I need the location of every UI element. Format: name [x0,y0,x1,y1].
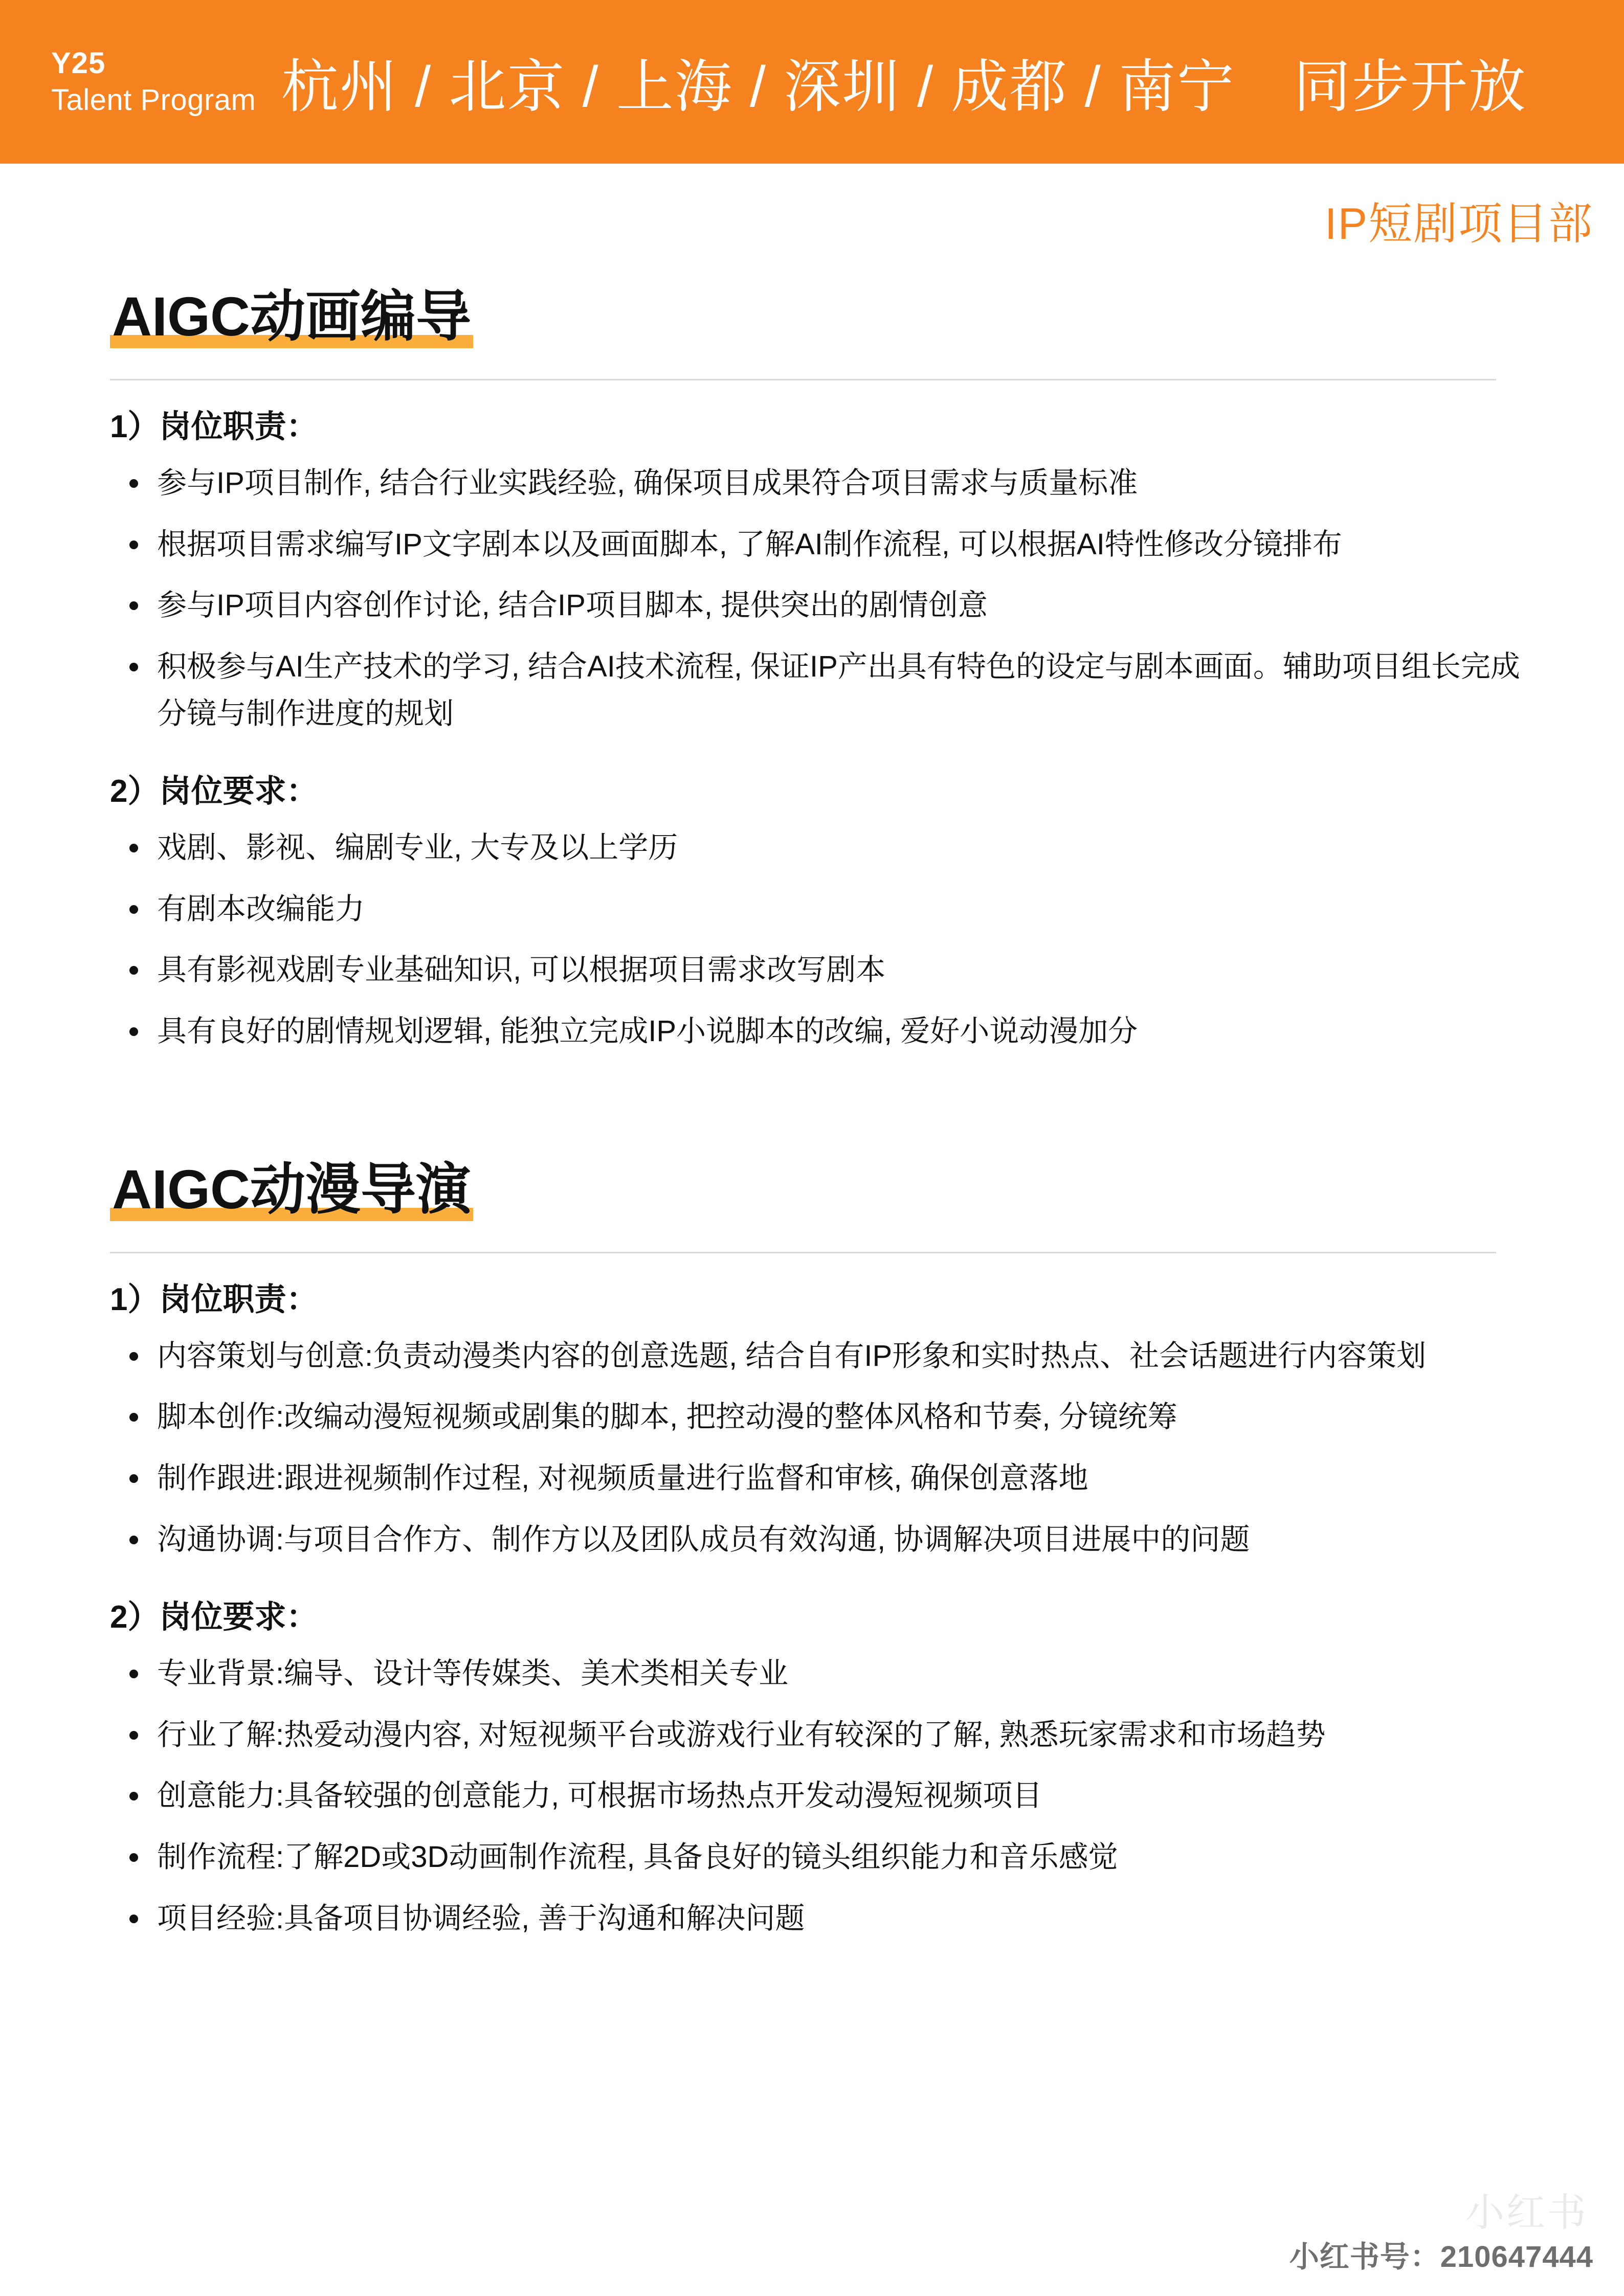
list-item: 制作流程:了解2D或3D动画制作流程, 具备良好的镜头组织能力和音乐感觉 [110,1834,1547,1881]
divider [110,1252,1496,1253]
list-item: 内容策划与创意:负责动漫类内容的创意选题, 结合自有IP形象和实时热点、社会话题进行内容策划 [110,1333,1547,1380]
list-item: 创意能力:具备较强的创意能力, 可根据市场热点开发动漫短视频项目 [110,1772,1547,1819]
list-item: 沟通协调:与项目合作方、制作方以及团队成员有效沟通, 协调解决项目进展中的问题 [110,1516,1547,1563]
brand-block [51,45,276,119]
section-heading: 2）岗位要求： [110,774,318,809]
department-row [0,164,1624,252]
watermark-faint: 小红书 [1465,2191,1588,2235]
job-title: AIGC动画编导 [112,285,472,347]
list-item: 具有良好的剧情规划逻辑, 能独立完成IP小说脚本的改编, 爱好小说动漫加分 [110,1008,1547,1055]
list-item: 根据项目需求编写IP文字剧本以及画面脚本, 了解AI制作流程, 可以根据AI特性修改分镜排布 [110,521,1547,568]
list-item: 行业了解:热爱动漫内容, 对短视频平台或游戏行业有较深的了解, 熟悉玩家需求和市场趋势 [110,1712,1547,1759]
list-item: 积极参与AI生产技术的学习, 结合AI技术流程, 保证IP产出具有特色的设定与剧本画面。辅助项目组长完成分镜与制作进度的规划 [110,643,1547,737]
responsibilities-list [110,460,1547,737]
job-listing-content [0,252,1624,1942]
list-item: 脚本创作:改编动漫短视频或剧集的脚本, 把控动漫的整体风格和节奏, 分镜统筹 [110,1393,1547,1440]
brand-line-1: Y25 [51,46,106,80]
watermark-account: 小红书号：210647444 [1289,2240,1593,2274]
header-cities-text: 杭州 / 北京 / 上海 / 深圳 / 成都 / 南宁 同步开放 [281,54,1527,119]
divider [110,379,1496,380]
list-item: 项目经验:具备项目协调经验, 善于沟通和解决问题 [110,1895,1547,1942]
job-block [110,272,1547,1055]
list-item: 参与IP项目内容创作讨论, 结合IP项目脚本, 提供突出的剧情创意 [110,582,1547,629]
requirements-list [110,824,1547,1055]
section-heading: 2）岗位要求： [110,1600,318,1635]
list-item: 制作跟进:跟进视频制作过程, 对视频质量进行监督和审核, 确保创意落地 [110,1455,1547,1502]
responsibilities-list [110,1333,1547,1563]
section-heading: 1）岗位职责： [110,1281,318,1317]
job-title-wrap [110,272,473,351]
job-block [110,1145,1547,1942]
job-title-wrap [110,1145,473,1224]
list-item: 具有影视戏剧专业基础知识, 可以根据项目需求改写剧本 [110,947,1547,994]
header-bar [0,0,1624,164]
requirements-list [110,1650,1547,1942]
list-item: 参与IP项目制作, 结合行业实践经验, 确保项目成果符合项目需求与质量标准 [110,460,1547,507]
section-heading: 1）岗位职责： [110,409,318,444]
job-title: AIGC动漫导演 [112,1158,472,1220]
section-spacer [110,1084,1547,1145]
list-item: 有剧本改编能力 [110,886,1547,933]
department-label: IP短剧项目部 [1324,199,1593,249]
brand-line-2: Talent Program [51,83,256,117]
list-item: 专业背景:编导、设计等传媒类、美术类相关专业 [110,1650,1547,1697]
list-item: 戏剧、影视、编剧专业, 大专及以上学历 [110,824,1547,871]
